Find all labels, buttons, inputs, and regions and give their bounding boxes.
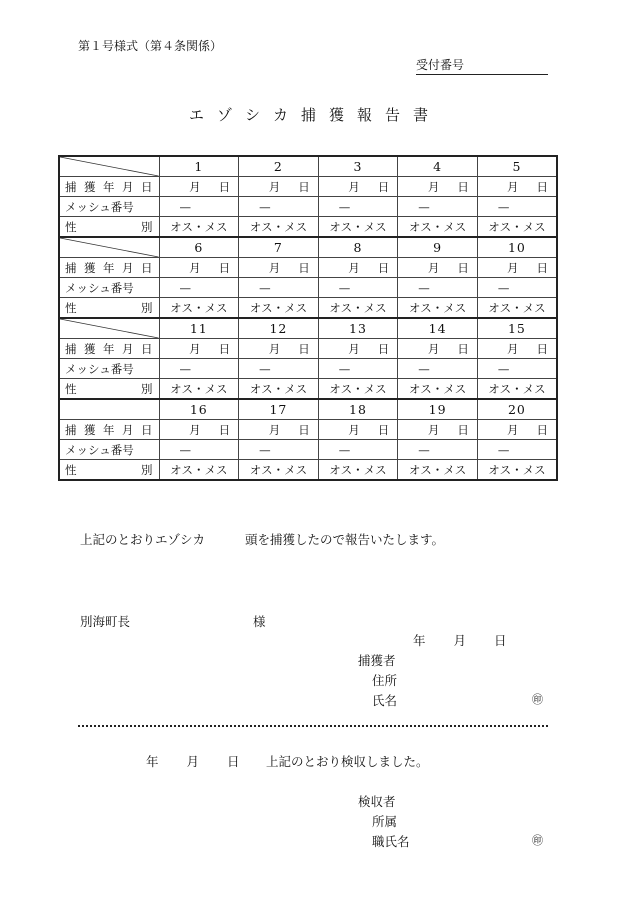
- month-label: 月: [427, 422, 440, 437]
- capture-number: 9: [398, 237, 478, 258]
- sex-select-field[interactable]: オス・メス: [318, 298, 398, 319]
- diagonal-line: [60, 319, 159, 338]
- month-label: 月: [427, 341, 440, 356]
- table-row: [59, 217, 557, 238]
- mesh-number-field[interactable]: —: [318, 359, 398, 379]
- day-label: 日: [218, 341, 231, 356]
- month-label: 月: [427, 260, 440, 275]
- capture-number: 2: [239, 156, 319, 177]
- capture-number: 10: [477, 237, 557, 258]
- day-label: 日: [536, 179, 548, 194]
- capture-number: 6: [159, 237, 239, 258]
- day-label: 日: [298, 341, 310, 356]
- capture-date-field[interactable]: [318, 339, 398, 359]
- row-label-mesh: メッシュ番号: [59, 278, 159, 298]
- capture-date-field[interactable]: [159, 258, 239, 278]
- month-label: 月: [348, 422, 360, 437]
- sex-select-field[interactable]: オス・メス: [398, 460, 478, 481]
- capture-date-field[interactable]: [398, 258, 478, 278]
- day-label: 日: [218, 422, 231, 437]
- row-label-mesh: メッシュ番号: [59, 197, 159, 217]
- page-title: エゾシカ捕獲報告書: [188, 106, 441, 124]
- day-label: 日: [218, 179, 231, 194]
- row-label-date: 捕獲年月日: [59, 258, 159, 278]
- report-text-before: 上記のとおりエゾシカ: [80, 532, 206, 547]
- day-label: 日: [298, 179, 310, 194]
- month-label: 月: [348, 179, 360, 194]
- capture-number: 15: [477, 318, 557, 339]
- capture-date-field[interactable]: [398, 339, 478, 359]
- sex-select-field[interactable]: オス・メス: [398, 298, 478, 319]
- table-corner-cell: [59, 156, 159, 177]
- diagonal-line: [60, 157, 159, 176]
- mesh-number-field[interactable]: —: [477, 278, 557, 298]
- inspector-affiliation-label: 所属: [372, 814, 398, 829]
- sex-select-field[interactable]: オス・メス: [159, 217, 239, 238]
- mesh-number-field[interactable]: —: [239, 197, 319, 217]
- capture-number: 13: [318, 318, 398, 339]
- table-header-row: [59, 156, 557, 177]
- capture-number: 7: [239, 237, 319, 258]
- capture-number: 8: [318, 237, 398, 258]
- capture-date-field[interactable]: [239, 420, 319, 440]
- inspection-day-label: 日: [227, 754, 240, 769]
- table-row: [59, 379, 557, 400]
- mesh-number-field[interactable]: —: [159, 197, 239, 217]
- capture-number: 19: [398, 399, 478, 420]
- month-label: 月: [268, 260, 281, 275]
- capture-date-field[interactable]: [318, 420, 398, 440]
- sex-select-field[interactable]: オス・メス: [477, 460, 557, 481]
- row-label-sex: 性 別: [59, 379, 159, 400]
- sex-select-field[interactable]: オス・メス: [159, 298, 239, 319]
- table-header-row: [59, 399, 557, 420]
- mesh-number-field[interactable]: —: [398, 197, 478, 217]
- row-label-date: 捕獲年月日: [59, 177, 159, 197]
- mesh-number-field[interactable]: —: [239, 278, 319, 298]
- mesh-number-field[interactable]: —: [398, 278, 478, 298]
- capture-number: 3: [318, 156, 398, 177]
- day-label: 日: [457, 179, 469, 194]
- addressee-mayor: 別海町長: [80, 614, 131, 629]
- report-date: [413, 631, 507, 649]
- inspector-staff-name-label: 職氏名: [372, 834, 410, 849]
- day-label: 日: [377, 422, 390, 437]
- catcher-seal-mark: ㊞: [532, 693, 543, 706]
- day-label: 日: [536, 422, 548, 437]
- table-row: [59, 197, 557, 217]
- mesh-number-field[interactable]: —: [318, 278, 398, 298]
- inspection-year-label: 年: [146, 754, 159, 769]
- day-label: 日: [377, 260, 390, 275]
- inspector-seal-mark: ㊞: [532, 834, 543, 847]
- capture-date-field[interactable]: [318, 177, 398, 197]
- table-row: [59, 420, 557, 440]
- mesh-number-field[interactable]: —: [159, 278, 239, 298]
- table-row: [59, 339, 557, 359]
- day-label: 日: [536, 260, 548, 275]
- month-label: 月: [189, 179, 201, 194]
- mesh-number-field[interactable]: —: [159, 359, 239, 379]
- report-year-label: 年: [413, 633, 426, 648]
- form-number: 第１号様式（第４条関係）: [78, 39, 223, 53]
- catcher-address-label: 住所: [372, 673, 398, 688]
- report-statement: [80, 530, 444, 548]
- table-row: [59, 278, 557, 298]
- capture-number: 16: [159, 399, 239, 420]
- inspector-label: 検収者: [358, 794, 396, 809]
- month-label: 月: [268, 341, 281, 356]
- sex-select-field[interactable]: オス・メス: [398, 379, 478, 400]
- row-label-mesh: メッシュ番号: [59, 440, 159, 460]
- row-label-date: 捕獲年月日: [59, 339, 159, 359]
- month-label: 月: [268, 422, 281, 437]
- capture-date-field[interactable]: [398, 420, 478, 440]
- inspection-month-label: 月: [186, 754, 200, 769]
- mesh-number-field[interactable]: —: [398, 359, 478, 379]
- month-label: 月: [189, 260, 201, 275]
- day-label: 日: [298, 422, 310, 437]
- month-label: 月: [507, 341, 519, 356]
- day-label: 日: [536, 341, 548, 356]
- report-day-label: 日: [494, 633, 507, 648]
- table-header-row: [59, 237, 557, 258]
- table-header-row: [59, 318, 557, 339]
- month-label: 月: [507, 422, 519, 437]
- day-label: 日: [457, 422, 469, 437]
- table-row: [59, 298, 557, 319]
- month-label: 月: [348, 260, 360, 275]
- table-corner-cell: [59, 318, 159, 339]
- mesh-number-field[interactable]: —: [477, 440, 557, 460]
- table-row: [59, 359, 557, 379]
- capture-number: 14: [398, 318, 478, 339]
- capture-number: 20: [477, 399, 557, 420]
- capture-date-field[interactable]: [159, 177, 239, 197]
- sex-select-field[interactable]: オス・メス: [318, 217, 398, 238]
- mesh-number-field[interactable]: —: [477, 197, 557, 217]
- capture-date-field[interactable]: [239, 258, 319, 278]
- receipt-number-field[interactable]: 受付番号: [416, 56, 548, 75]
- month-label: 月: [189, 341, 201, 356]
- inspection-date: [146, 752, 240, 770]
- row-label-date: 捕獲年月日: [59, 420, 159, 440]
- capture-number: 1: [159, 156, 239, 177]
- row-label-sex: 性 別: [59, 460, 159, 481]
- row-label-sex: 性 別: [59, 298, 159, 319]
- mesh-number-field[interactable]: —: [398, 440, 478, 460]
- month-label: 月: [427, 179, 440, 194]
- row-label-sex: 性 別: [59, 217, 159, 238]
- sex-select-field[interactable]: オス・メス: [239, 460, 319, 481]
- catcher-name-label: 氏名: [372, 693, 398, 708]
- capture-date-field[interactable]: [239, 339, 319, 359]
- table-row: [59, 440, 557, 460]
- capture-date-field[interactable]: [159, 339, 239, 359]
- table-row: [59, 258, 557, 278]
- capture-date-field[interactable]: [477, 258, 557, 278]
- day-label: 日: [218, 260, 231, 275]
- sex-select-field[interactable]: オス・メス: [477, 379, 557, 400]
- day-label: 日: [457, 341, 469, 356]
- month-label: 月: [507, 179, 519, 194]
- capture-date-field[interactable]: [318, 258, 398, 278]
- capture-table: [58, 155, 558, 481]
- capture-date-field[interactable]: [239, 177, 319, 197]
- capture-number: 4: [398, 156, 478, 177]
- day-label: 日: [457, 260, 469, 275]
- report-text-after: 頭を捕獲したので報告いたします。: [245, 532, 445, 547]
- capture-number: 17: [239, 399, 319, 420]
- capture-date-field[interactable]: [477, 177, 557, 197]
- day-label: 日: [377, 179, 390, 194]
- sex-select-field[interactable]: オス・メス: [239, 298, 319, 319]
- mesh-number-field[interactable]: —: [239, 440, 319, 460]
- sex-select-field[interactable]: オス・メス: [239, 379, 319, 400]
- capture-number: 11: [159, 318, 239, 339]
- row-label-mesh: メッシュ番号: [59, 359, 159, 379]
- month-label: 月: [268, 179, 281, 194]
- sex-select-field[interactable]: オス・メス: [159, 379, 239, 400]
- report-month-label: 月: [453, 633, 467, 648]
- sex-select-field[interactable]: オス・メス: [318, 379, 398, 400]
- table-row: [59, 177, 557, 197]
- confirmation-text: 上記のとおり検収しました。: [266, 754, 429, 769]
- mesh-number-field[interactable]: —: [159, 440, 239, 460]
- sex-select-field[interactable]: オス・メス: [159, 460, 239, 481]
- sex-select-field[interactable]: オス・メス: [477, 298, 557, 319]
- day-label: 日: [377, 341, 390, 356]
- mesh-number-field[interactable]: —: [318, 197, 398, 217]
- month-label: 月: [189, 422, 201, 437]
- day-label: 日: [298, 260, 310, 275]
- addressee-honorific: 様: [253, 614, 266, 629]
- capture-number: 5: [477, 156, 557, 177]
- sex-select-field[interactable]: オス・メス: [477, 217, 557, 238]
- table-corner-cell: [59, 399, 159, 420]
- diagonal-line: [60, 238, 159, 257]
- capture-date-field[interactable]: [398, 177, 478, 197]
- mesh-number-field[interactable]: —: [239, 359, 319, 379]
- sex-select-field[interactable]: オス・メス: [239, 217, 319, 238]
- table-row: [59, 460, 557, 481]
- mesh-number-field[interactable]: —: [318, 440, 398, 460]
- capture-date-field[interactable]: [477, 420, 557, 440]
- sex-select-field[interactable]: オス・メス: [398, 217, 478, 238]
- month-label: 月: [348, 341, 360, 356]
- sex-select-field[interactable]: オス・メス: [318, 460, 398, 481]
- table-corner-cell: [59, 237, 159, 258]
- dotted-divider: [78, 725, 548, 727]
- capture-number: 18: [318, 399, 398, 420]
- capture-date-field[interactable]: [159, 420, 239, 440]
- catcher-label: 捕獲者: [358, 653, 396, 668]
- capture-number: 12: [239, 318, 319, 339]
- month-label: 月: [507, 260, 519, 275]
- mesh-number-field[interactable]: —: [477, 359, 557, 379]
- capture-date-field[interactable]: [477, 339, 557, 359]
